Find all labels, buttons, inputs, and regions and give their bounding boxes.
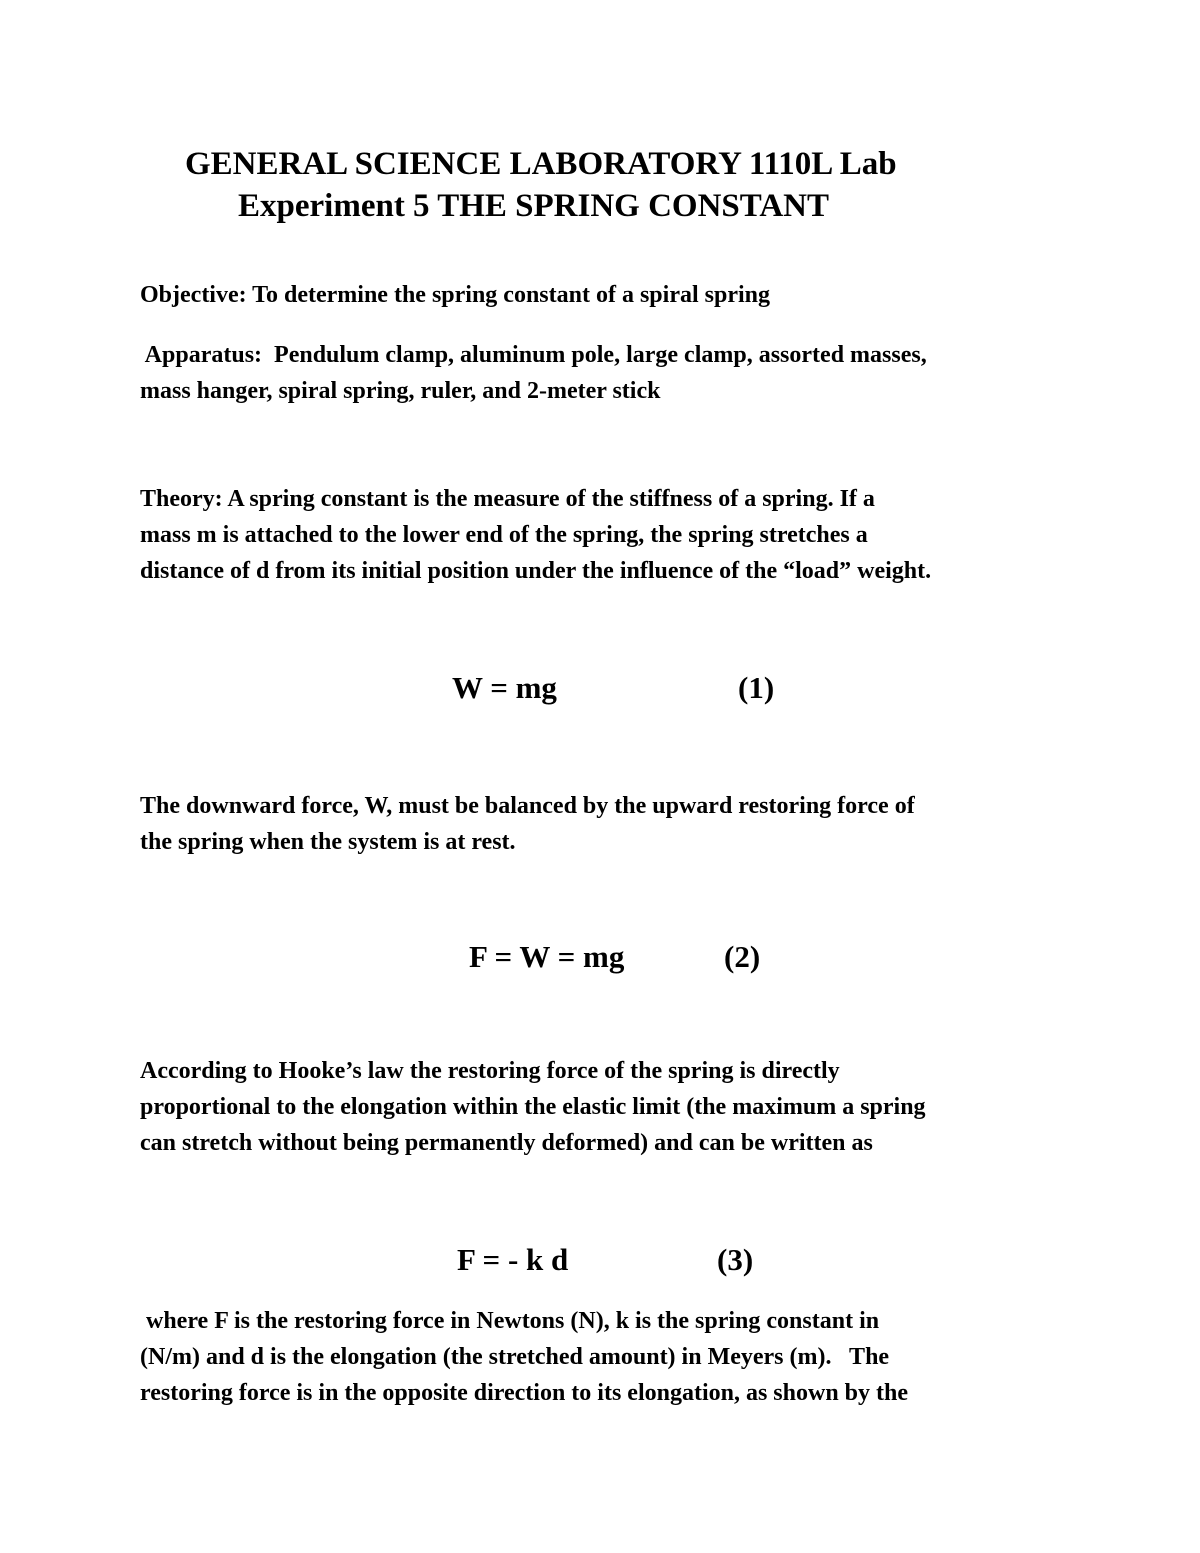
objective-text: Objective: To determine the spring constant of a spiral spring	[140, 282, 770, 308]
balance-line-2: the spring when the system is at rest.	[140, 829, 516, 855]
where-paragraph	[140, 1303, 1070, 1411]
balance-line-1: The downward force, W, must be balanced by the upward restoring force of	[140, 793, 915, 819]
theory-paragraph	[140, 481, 1070, 589]
apparatus-line-1: Apparatus: Pendulum clamp, aluminum pole, large clamp, assorted masses,	[140, 342, 927, 368]
equation-1-expression: W = mg	[452, 670, 557, 705]
equation-2-expression: F = W = mg	[469, 939, 625, 974]
theory-line-3: distance of d from its initial position under the influence of the “load” weight.	[140, 558, 932, 584]
equation-2-number: (2)	[724, 939, 761, 974]
where-line-3: restoring force is in the opposite direction to its elongation, as shown by the	[140, 1380, 909, 1406]
hooke-paragraph	[140, 1053, 1070, 1161]
theory-line-1: Theory: A spring constant is the measure of the stiffness of a spring. If a	[140, 486, 875, 512]
hooke-line-3: can stretch without being permanently deformed) and can be written as	[140, 1130, 873, 1156]
hooke-line-2: proportional to the elongation within the elastic limit (the maximum a spring	[140, 1094, 926, 1120]
apparatus-line-2: mass hanger, spiral spring, ruler, and 2-meter stick	[140, 378, 661, 404]
where-line-2: (N/m) and d is the elongation (the stretched amount) in Meyers (m). The	[140, 1344, 890, 1370]
objective-paragraph	[140, 277, 1070, 313]
balance-paragraph	[140, 788, 1070, 860]
where-line-1: where F is the restoring force in Newtons (N), k is the spring constant in	[140, 1308, 880, 1334]
apparatus-paragraph	[140, 337, 1070, 409]
hooke-line-1: According to Hooke’s law the restoring force of the spring is directly	[140, 1058, 840, 1084]
equation-1-number: (1)	[738, 670, 775, 705]
theory-line-2: mass m is attached to the lower end of the spring, the spring stretches a	[140, 522, 868, 548]
document-title-line-2: Experiment 5 THE SPRING CONSTANT	[238, 188, 830, 224]
document-title-line-1: GENERAL SCIENCE LABORATORY 1110L Lab	[185, 146, 897, 182]
equation-3-expression: F = - k d	[457, 1242, 569, 1277]
equation-3-number: (3)	[717, 1242, 754, 1277]
